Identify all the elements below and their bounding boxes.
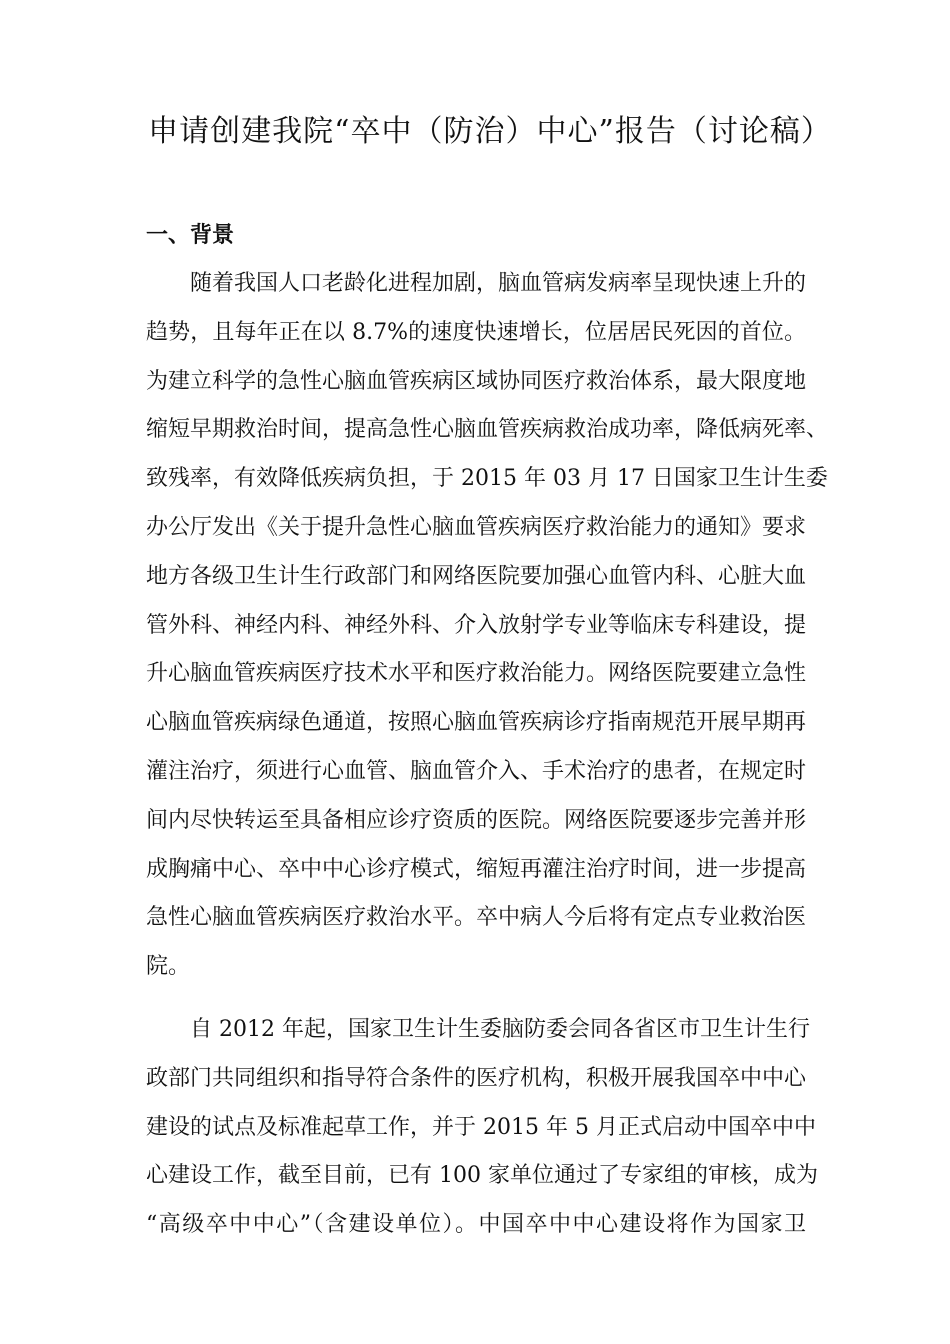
paragraph-background-1: [146, 260, 829, 992]
text-line: 为建立科学的急性心脑血管疾病区域协同医疗救治体系，最大限度地: [146, 368, 807, 394]
text-line: 心建设工作，截至目前，已有 100 家单位通过了专家组的审核，成为: [146, 1163, 818, 1189]
text-line: 趋势，且每年正在以 8.7%的速度快速增长，位居居民死因的首位。: [146, 319, 806, 345]
text-line: 成胸痛中心、卒中中心诊疗模式，缩短再灌注治疗时间，进一步提高: [146, 856, 807, 882]
text-line: 心脑血管疾病绿色通道，按照心脑血管疾病诊疗指南规范开展早期再: [146, 710, 807, 736]
text-line: 管外科、神经内科、神经外科、介入放射学专业等临床专科建设，提: [146, 612, 807, 638]
text-line: 急性心脑血管疾病医疗救治水平。卒中病人今后将有定点专业救治医: [146, 905, 807, 931]
text-line: 致残率，有效降低疾病负担，于 2015 年 03 月 17 日国家卫生计生委: [146, 466, 828, 492]
text-line: 随着我国人口老龄化进程加剧，脑血管病发病率呈现快速上升的: [190, 271, 807, 296]
text-line: 院。: [146, 954, 191, 980]
text-line: 缩短早期救治时间，提高急性心脑血管疾病救治成功率，降低病死率、: [146, 417, 829, 443]
paragraph-background-2: [146, 1006, 818, 1250]
document-title: 申请创建我院“卒中（防治）中心”报告（讨论稿）: [148, 114, 832, 149]
text-line: 灌注治疗，须进行心血管、脑血管介入、手术治疗的患者，在规定时: [146, 758, 807, 784]
text-line: 政部门共同组织和指导符合条件的医疗机构，积极开展我国卒中中心: [146, 1065, 807, 1091]
text-line: 地方各级卫生计生行政部门和网络医院要加强心血管内科、心脏大血: [146, 563, 807, 589]
text-line: 升心脑血管疾病医疗技术水平和医疗救治能力。网络医院要建立急性: [146, 661, 807, 687]
text-line: 建设的试点及标准起草工作，并于 2015 年 5 月正式启动中国卒中中: [146, 1114, 816, 1140]
text-line: 办公厅发出《关于提升急性心脑血管疾病医疗救治能力的通知》要求: [146, 514, 807, 540]
text-line: 间内尽快转运至具备相应诊疗资质的医院。网络医院要逐步完善并形: [146, 807, 807, 833]
section-heading-background: 一、背景: [146, 223, 235, 248]
text-line: 自 2012 年起，国家卫生计生委脑防委会同各省区市卫生计生行: [190, 1017, 810, 1042]
text-line: “高级卒中中心”（含建设单位）。中国卒中中心建设将作为国家卫: [146, 1212, 806, 1238]
